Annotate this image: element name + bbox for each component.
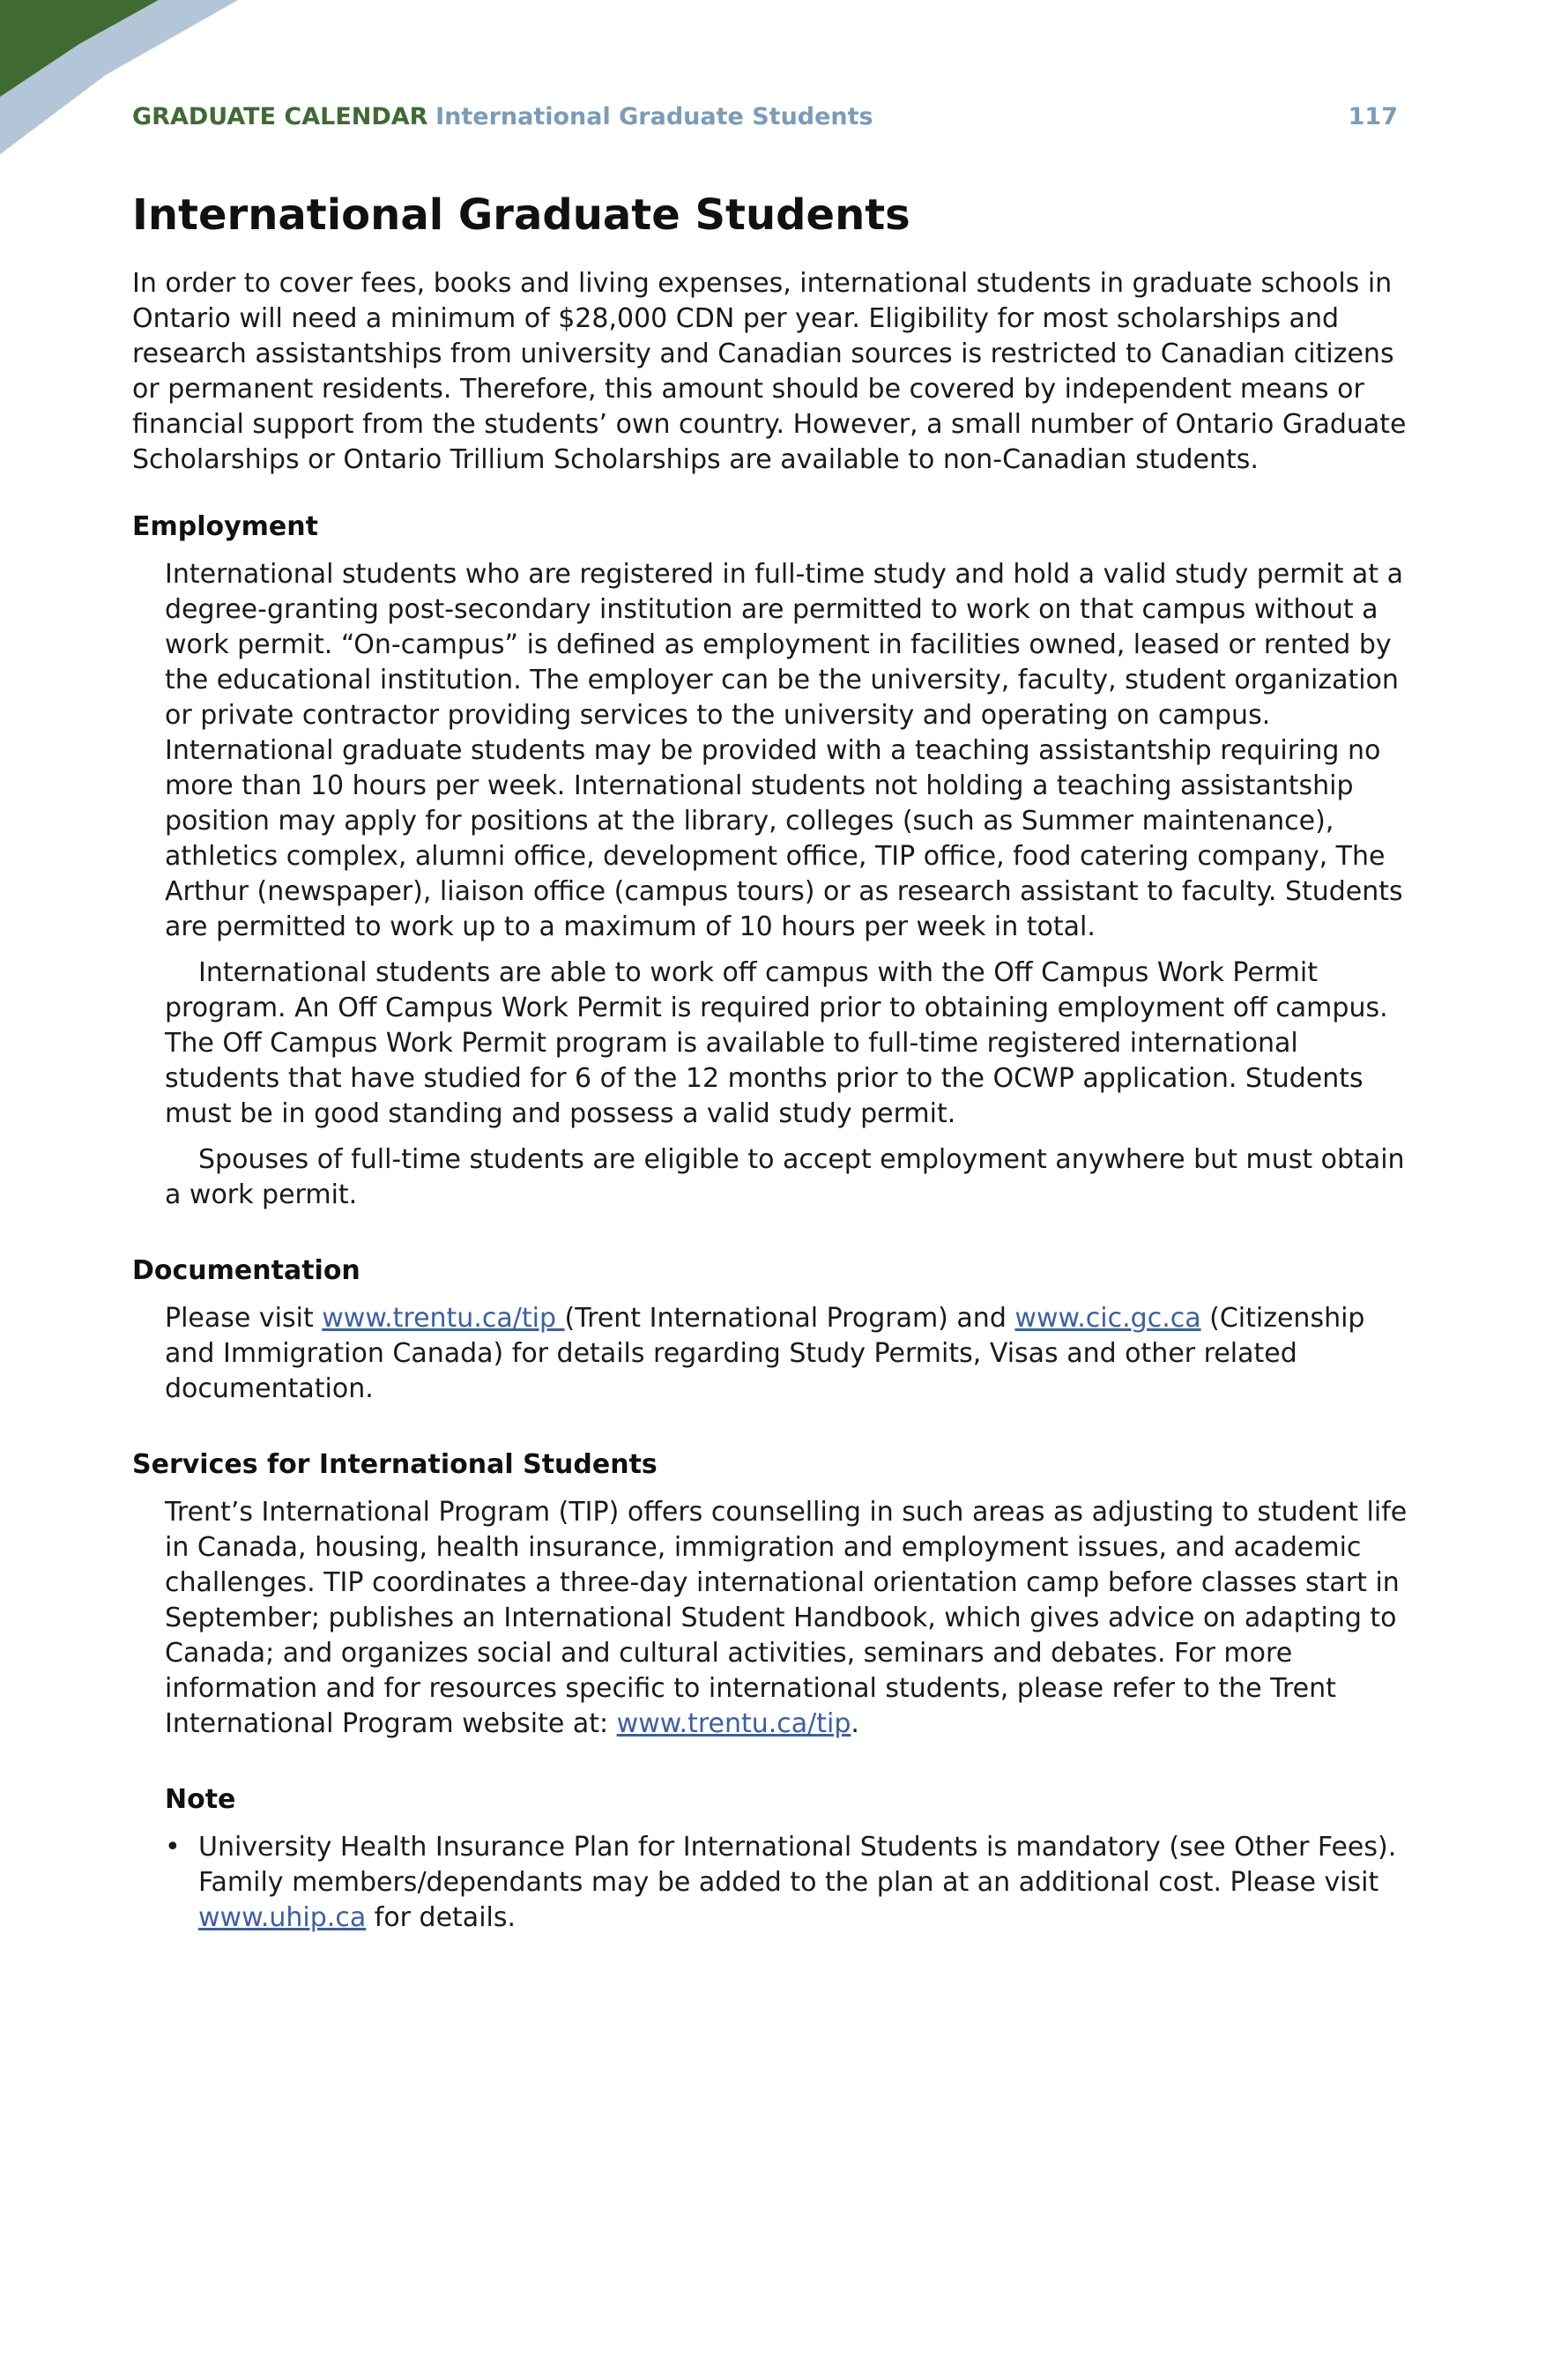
employment-paragraph-3: Spouses of full-time students are eligible to accept employment anywhere but must obtain a work permit. [165, 1144, 1405, 1210]
services-paragraph [165, 1495, 1410, 1742]
trentu-tip-link-2[interactable]: www.trentu.ca/tip [616, 1708, 851, 1739]
note-text-2: for details. [366, 1902, 516, 1933]
services-text: Trent’s International Program (TIP) offers counselling in such areas as adjusting to student life in Canada, housing, health insurance, immigration and employment issues, and academic challenges. TIP coordinates a three-day international orientation camp before classes start in September; publishes an International Student Handbook, which gives advice on adapting to Canada; and organizes social and cultural activities, seminars and debates. For more information and for resources specific to international students, please refer to the Trent International Program website at: [165, 1497, 1408, 1739]
documentation-text-2: (Trent International Program) and [564, 1303, 1015, 1334]
note-bullet-item [165, 1830, 1410, 1936]
uhip-link[interactable]: www.uhip.ca [198, 1902, 367, 1933]
documentation-paragraph [165, 1301, 1410, 1407]
note-paragraph [198, 1830, 1410, 1936]
employment-section [165, 557, 1410, 1213]
documentation-heading: Documentation [132, 1255, 360, 1286]
documentation-text-3: (Citizenship and Immigration Canada) for details regarding Study Permits, Visas and other related documentation. [165, 1303, 1365, 1404]
intro-paragraph: In order to cover fees, books and living expenses, international students in graduate schools in Ontario will need a minimum of $28,000 CDN per year. Eligibility for most scholarships and research assistantships from university and Canadian sources is restricted to Canadian citizens or permanent residents. Therefore, this amount should be covered by independent means or financial support from the students’ own country. However, a small number of Ontario Graduate Scholarships or Ontario Trillium Scholarships are available to non-Canadian students. [132, 268, 1407, 475]
documentation-section [165, 1301, 1410, 1407]
page-content [132, 189, 1410, 1936]
page-header [132, 99, 1398, 136]
employment-heading: Employment [132, 511, 318, 542]
page-number: 117 [1348, 103, 1398, 130]
note-heading: Note [165, 1784, 236, 1815]
note-text-1: University Health Insurance Plan for International Students is mandatory (see Other Fees). Family members/dependants may be added to the plan at an additional cost. Please visit [198, 1832, 1397, 1898]
header-section: International Graduate Students [435, 103, 873, 130]
corner-decoration [0, 0, 264, 176]
documentation-text-1: Please visit [165, 1303, 323, 1334]
trentu-tip-link[interactable]: www.trentu.ca/tip [322, 1303, 565, 1334]
bullet-glyph: • [165, 1832, 181, 1863]
cic-link[interactable]: www.cic.gc.ca [1014, 1303, 1201, 1334]
employment-paragraph-1: International students who are registered in full-time study and hold a valid study permit at a degree-granting post-secondary institution are permitted to work on that campus without a work permit. “On-campus” is defined as employment in facilities owned, leased or rented by the educational institution. The employer can be the university, faculty, student organization or private contractor providing services to the university and operating on campus. International graduate students may be provided with a teaching assistantship requiring no more than 10 hours per week. International students not holding a teaching assistantship position may apply for positions at the library, colleges (such as Summer maintenance), athletics complex, alumni office, development office, TIP office, food catering company, The Arthur (newspaper), liaison office (campus tours) or as research assistant to faculty. Students are permitted to work up to a maximum of 10 hours per week in total. [165, 559, 1403, 942]
services-text-end: . [851, 1708, 859, 1739]
services-section [165, 1495, 1410, 1742]
header-calendar: GRADUATE CALENDAR [132, 103, 428, 130]
page-title: International Graduate Students [132, 190, 910, 240]
services-heading: Services for International Students [132, 1449, 658, 1480]
employment-paragraph-2: International students are able to work off campus with the Off Campus Work Permit program. An Off Campus Work Permit is required prior to obtaining employment off campus. The Off Campus Work Permit program is available to full-time registered international students that have studied for 6 of the 12 months prior to the OCWP application. Students must be in good standing and possess a valid study permit. [165, 957, 1388, 1129]
